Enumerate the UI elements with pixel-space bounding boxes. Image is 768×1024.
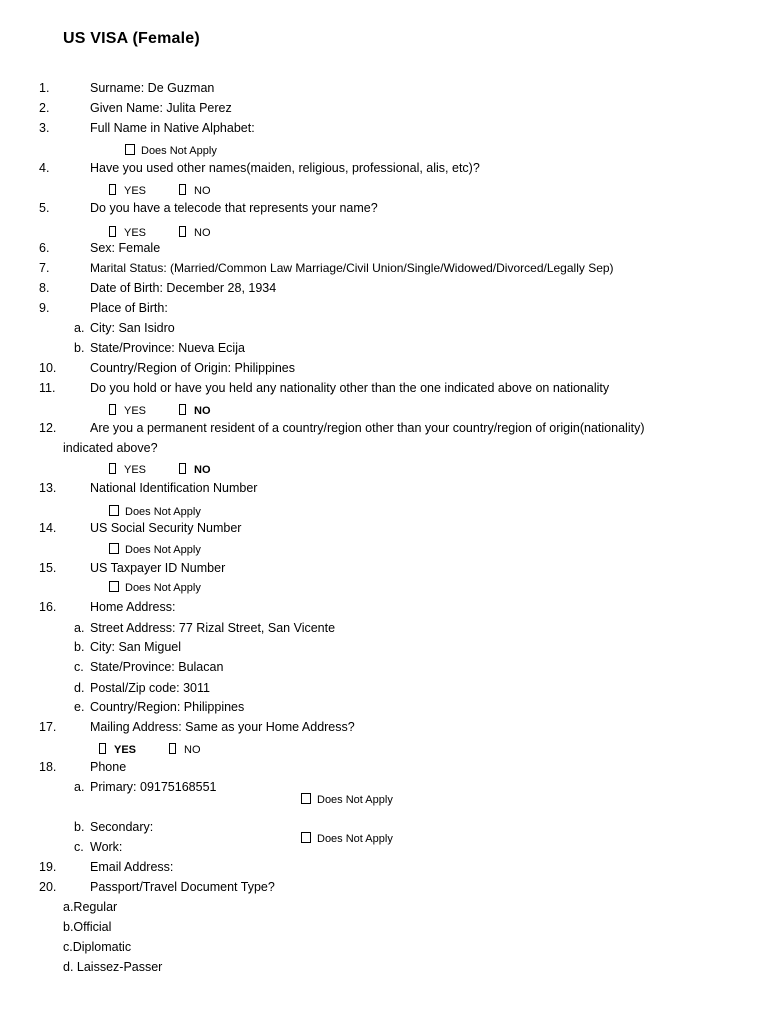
sub-item-label: b. (74, 640, 85, 654)
document-type-diplomatic (0, 937, 768, 957)
checkbox-icon[interactable] (169, 743, 176, 754)
question-number: 16. (39, 600, 57, 614)
question-15 (0, 558, 768, 578)
checkbox-icon[interactable] (109, 581, 119, 592)
checkbox-icon[interactable] (109, 505, 119, 516)
sub-item-label: e. (74, 700, 85, 714)
question-number: 12. (39, 421, 57, 435)
document-type-text: c.Diplomatic (63, 940, 132, 954)
checkbox-icon[interactable] (301, 832, 311, 843)
checkbox-icon[interactable] (109, 543, 119, 554)
checkbox-icon[interactable] (125, 144, 135, 155)
document-type-regular (0, 897, 768, 917)
document-type-text: d. Laissez-Passer (63, 960, 163, 974)
checkbox-icon[interactable] (179, 226, 186, 237)
sub-item (0, 657, 768, 677)
question-text: Full Name in Native Alphabet: (90, 121, 255, 135)
sub-item (0, 678, 768, 698)
option-label: Does Not Apply (125, 506, 201, 518)
question-number: 5. (39, 201, 50, 215)
sub-item-label: b. (74, 341, 85, 355)
sub-item-text: State/Province: Bulacan (90, 660, 224, 674)
option-label: Does Not Apply (317, 794, 393, 806)
no-option[interactable] (179, 462, 211, 478)
question-text: National Identification Number (90, 481, 258, 495)
no-option[interactable] (179, 183, 211, 199)
question-number: 2. (39, 101, 50, 115)
does-not-apply-option[interactable] (301, 831, 393, 847)
sub-item-text: City: San Isidro (90, 321, 175, 335)
sub-item-label: d. (74, 681, 85, 695)
question-12 (0, 418, 768, 438)
question-text: Do you have a telecode that represents your name? (90, 201, 378, 215)
option-label: NO (194, 405, 211, 417)
option-label: NO (184, 744, 201, 756)
question-number: 19. (39, 860, 57, 874)
option-label: Does Not Apply (125, 582, 201, 594)
question-2 (0, 98, 768, 118)
question-4 (0, 158, 768, 178)
question-number: 11. (39, 381, 56, 395)
does-not-apply-option[interactable] (109, 542, 201, 558)
question-12-continuation (0, 438, 768, 458)
question-text: US Taxpayer ID Number (90, 561, 226, 575)
yes-option[interactable] (99, 742, 136, 758)
option-label: YES (114, 744, 137, 756)
question-number: 8. (39, 281, 50, 295)
question-20 (0, 877, 768, 897)
question-10 (0, 358, 768, 378)
document-type-text: a.Regular (63, 900, 118, 914)
checkbox-icon[interactable] (179, 404, 186, 415)
question-number: 7. (39, 261, 50, 275)
sub-item-text: Postal/Zip code: 3011 (90, 681, 210, 695)
option-label: YES (124, 464, 147, 476)
option-label: Does Not Apply (141, 145, 217, 157)
yes-option[interactable] (109, 462, 146, 478)
page-title: US VISA (Female) (63, 30, 200, 47)
question-text: Home Address: (90, 600, 176, 614)
sub-item (0, 318, 768, 338)
sub-item-label: b. (74, 820, 85, 834)
does-not-apply-option[interactable] (109, 580, 201, 596)
question-18 (0, 757, 768, 777)
sub-item (0, 637, 768, 657)
sub-item-text: Street Address: 77 Rizal Street, San Vicente (90, 621, 336, 635)
checkbox-icon[interactable] (99, 743, 106, 754)
no-option[interactable] (169, 742, 201, 758)
question-number: 6. (39, 241, 50, 255)
question-number: 3. (39, 121, 50, 135)
question-5 (0, 198, 768, 218)
question-text: Given Name: Julita Perez (90, 101, 232, 115)
question-number: 9. (39, 301, 50, 315)
checkbox-icon[interactable] (109, 404, 116, 415)
option-label: Does Not Apply (125, 544, 201, 556)
checkbox-icon[interactable] (179, 184, 186, 195)
question-17 (0, 717, 768, 737)
question-8 (0, 278, 768, 298)
yes-option[interactable] (109, 403, 146, 419)
checkbox-icon[interactable] (301, 793, 311, 804)
question-text: Country/Region of Origin: Philippines (90, 361, 295, 375)
sub-item-text: Country/Region: Philippines (90, 700, 245, 714)
option-label: YES (124, 227, 147, 239)
sub-item (0, 618, 768, 638)
does-not-apply-option[interactable] (301, 792, 393, 808)
question-text: Do you hold or have you held any nationality other than the one indicated above on nationality (90, 381, 610, 395)
checkbox-icon[interactable] (109, 463, 116, 474)
document-type-text: b.Official (63, 920, 112, 934)
sub-item-label: c. (74, 660, 84, 674)
sub-item-label: a. (74, 621, 85, 635)
sub-item-text: Work: (90, 840, 123, 854)
sub-item-text: State/Province: Nueva Ecija (90, 341, 245, 355)
document-type-official (0, 917, 768, 937)
question-text: Surname: De Guzman (90, 81, 215, 95)
no-option[interactable] (179, 403, 211, 419)
question-number: 15. (39, 561, 57, 575)
question-text: Email Address: (90, 860, 174, 874)
question-text: indicated above? (63, 441, 158, 455)
question-3 (0, 118, 768, 138)
question-text: Place of Birth: (90, 301, 168, 315)
question-9 (0, 298, 768, 318)
checkbox-icon[interactable] (179, 463, 186, 474)
sub-item-text: Secondary: (90, 820, 154, 834)
sub-item (0, 338, 768, 358)
sub-item-text: Primary: 09175168551 (90, 780, 217, 794)
checkbox-icon[interactable] (109, 184, 116, 195)
question-text: Sex: Female (90, 241, 161, 255)
question-text: US Social Security Number (90, 521, 242, 535)
sub-item-label: c. (74, 840, 84, 854)
question-19 (0, 857, 768, 877)
question-number: 20. (39, 880, 57, 894)
option-label: NO (194, 227, 211, 239)
question-number: 13. (39, 481, 57, 495)
question-6 (0, 238, 768, 258)
question-number: 10. (39, 361, 57, 375)
question-number: 18. (39, 760, 57, 774)
option-label: NO (194, 464, 211, 476)
sub-item-text: City: San Miguel (90, 640, 182, 654)
sub-item-label: a. (74, 780, 85, 794)
question-number: 4. (39, 161, 50, 175)
question-number: 1. (39, 81, 50, 95)
question-text: Mailing Address: Same as your Home Address? (90, 720, 355, 734)
sub-item (0, 837, 300, 857)
question-number: 17. (39, 720, 57, 734)
question-text: Date of Birth: December 28, 1934 (90, 281, 277, 295)
question-16 (0, 597, 768, 617)
sub-item (0, 697, 768, 717)
question-11 (0, 378, 768, 398)
question-13 (0, 478, 768, 498)
question-text: Have you used other names(maiden, religious, professional, alis, etc)? (90, 161, 480, 175)
checkbox-icon[interactable] (109, 226, 116, 237)
option-label: Does Not Apply (317, 833, 393, 845)
question-text: Are you a permanent resident of a country/region other than your country/region of origin(nationality) (90, 421, 645, 435)
question-number: 14. (39, 521, 57, 535)
document-type-laissez-passer (0, 957, 768, 977)
option-label: YES (124, 185, 147, 197)
yes-option[interactable] (109, 183, 146, 199)
option-label: YES (124, 405, 147, 417)
sub-item-label: a. (74, 321, 85, 335)
question-1 (0, 78, 768, 98)
option-label: NO (194, 185, 211, 197)
question-text: Passport/Travel Document Type? (90, 880, 275, 894)
question-7 (0, 258, 768, 278)
question-14 (0, 518, 768, 538)
question-text: Phone (90, 760, 127, 774)
does-not-apply-option[interactable] (125, 143, 217, 159)
question-text: Marital Status: (Married/Common Law Marriage/Civil Union/Single/Widowed/Divorced/Legally Sep) (90, 261, 614, 275)
